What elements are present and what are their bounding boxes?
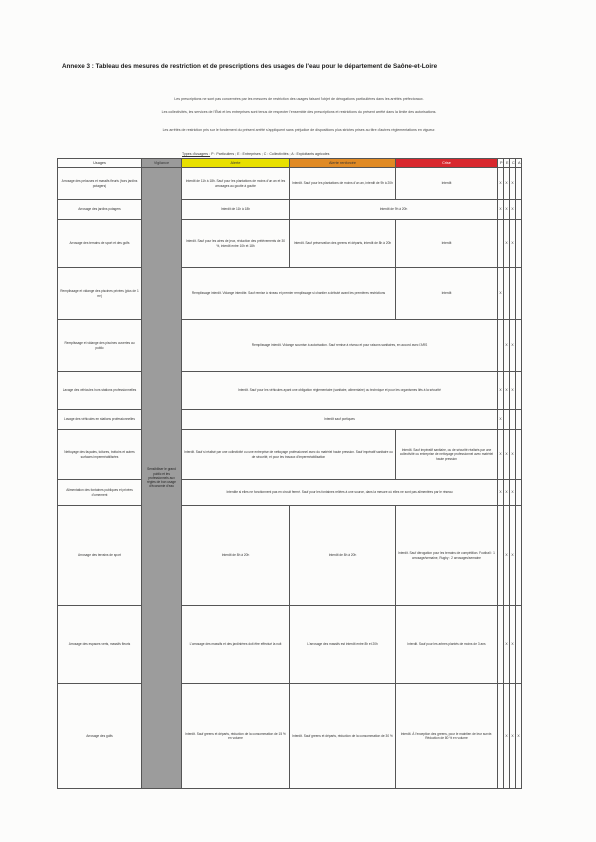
mark-e: X	[504, 320, 510, 372]
legend-label: Types d'usagers :	[182, 152, 211, 156]
mark-e: X	[504, 430, 510, 480]
table-row	[58, 168, 522, 200]
header-usage: Usages	[58, 159, 142, 168]
usage-cell: Lavage des véhicules en stations professionnelles	[58, 410, 142, 430]
legend	[182, 152, 482, 156]
mark-e: X	[504, 168, 510, 200]
alerte-cell: Interdit de 11h à 18h	[182, 200, 290, 220]
table-row	[58, 410, 522, 430]
mark-e: X	[504, 372, 510, 410]
renforcee-cell: Interdit. Sauf pour les plantations de moins d'un an, interdit de 9h à 20h	[290, 168, 396, 200]
mark-a	[516, 320, 522, 372]
mark-p: X	[498, 430, 504, 480]
usage-cell: Remplissage et vidange des piscines ouvertes au public	[58, 320, 142, 372]
table-row	[58, 320, 522, 372]
header-alerte-renforcee: Alerte renforcée	[290, 159, 396, 168]
mark-c: X	[510, 372, 516, 410]
alerte-cell: Interdit. Sauf greens et départs, réduction de la consommation de 15 % en volume	[182, 684, 290, 789]
table-row	[58, 372, 522, 410]
mark-c: X	[510, 606, 516, 684]
mark-c: X	[510, 200, 516, 220]
all-levels-cell: Interdit. Sauf pour les véhicules ayant une obligation réglementaire (sanitaire, alimentaire) ou technique et pour les organismes liés à la sécurité	[182, 372, 498, 410]
crise-cell: Interdit. Sauf impératif sanitaire, ou de sécurité réalisés par une collectivité ou entreprise de nettoyage professionnel avec matériel haute pression	[396, 430, 498, 480]
crise-cell: Interdit	[396, 220, 498, 268]
usage-cell: Arrosage des pelouses et massifs fleuris (hors jardins potagers)	[58, 168, 142, 200]
header-c: C	[510, 159, 516, 168]
alerte-cell: Interdit de 8h à 20h	[182, 506, 290, 606]
renforcee-cell: L'arrosage des massifs est interdit entre 8h et 20h	[290, 606, 396, 684]
all-levels-cell: Interdit sauf portiques	[182, 410, 498, 430]
mark-p: X	[498, 480, 504, 506]
usage-cell: Arrosage des jardins potagers	[58, 200, 142, 220]
mark-e: X	[504, 480, 510, 506]
alerte-renforcee-cell: Interdit. Sauf si réalisé par une collectivité ou une entreprise de nettoyage professionnel avec du matériel haute pression. Sauf impératif sanitaire ou de sécurité, et pour les travaux d'imperméabilisation	[182, 430, 396, 480]
mark-c: X	[510, 684, 516, 789]
mark-p: X	[498, 268, 504, 320]
mark-a	[516, 410, 522, 430]
table-row	[58, 684, 522, 789]
table-header	[58, 159, 522, 168]
header-alerte: Alerte	[182, 159, 290, 168]
crise-cell: Interdit	[396, 268, 498, 320]
alerte-cell: Interdit de 11h à 18h. Sauf pour les plantations de moins d'un an et les arrosages au goutte à goutte	[182, 168, 290, 200]
all-levels-cell: Interdite si elles ne fonctionnent pas en circuit fermé. Sauf pour les fontaines reliées à une source, dans la mesure où elles ne sont pas alimentées par le réseau	[182, 480, 498, 506]
mark-c: X	[510, 220, 516, 268]
mark-p: X	[498, 168, 504, 200]
alerte-cell: Interdit. Sauf pour les aires de jeux, réduction des prélèvements de 30 %, interdit entre 10h et 18h	[182, 220, 290, 268]
table-row	[58, 200, 522, 220]
table-row	[58, 480, 522, 506]
mark-e: X	[504, 606, 510, 684]
crise-cell: Interdit. À l'exception des greens, pour le maintien de leur survie. Réduction de 80 % en volume	[396, 684, 498, 789]
mark-a	[516, 220, 522, 268]
header-e: E	[504, 159, 510, 168]
mark-a	[516, 200, 522, 220]
mark-a	[516, 430, 522, 480]
vigilance-cell: Sensibiliser le grand public et les professionnels aux règles de bon usage d'économie d'eau	[142, 168, 182, 789]
usage-cell: Arrosage des terrains de sport et des golfs	[58, 220, 142, 268]
renforcee-crise-cell: Interdit de 9h à 20h	[290, 200, 498, 220]
note-2: Les collectivités, les services de l'État et les entreprises sont tenus de respecter l'ensemble des prescriptions et restrictions du présent arrêté dans la limite des autorisations.	[161, 110, 437, 114]
usage-cell: Alimentation des fontaines publiques et privées d'ornement	[58, 480, 142, 506]
mark-a	[516, 372, 522, 410]
crise-cell: Interdit. Sauf dérogation pour les terrains de compétition. Football : 1 arrosage/semaine, Rugby : 2 arrosages/semaine	[396, 506, 498, 606]
table-row	[58, 606, 522, 684]
mark-a	[516, 480, 522, 506]
mark-c: X	[510, 480, 516, 506]
usage-cell: Arrosage des golfs	[58, 684, 142, 789]
mark-a	[516, 168, 522, 200]
usage-cell: Nettoyage des façades, toitures, trottoirs et autres surfaces imperméabilisées	[58, 430, 142, 480]
usage-cell: Lavage des véhicules hors stations professionnelles	[58, 372, 142, 410]
all-levels-cell: Remplissage interdit. Vidange soumise à autorisation. Sauf remise à niveau et pour raisons sanitaires, en accord avec l'ARS	[182, 320, 498, 372]
usage-cell: Arrosage des espaces verts, massifs fleuris	[58, 606, 142, 684]
mark-a	[516, 506, 522, 606]
page-title: Annexe 3 : Tableau des mesures de restriction et de prescriptions des usages de l'eau pour le département de Saône-et-Loire	[62, 63, 438, 70]
mark-a	[516, 606, 522, 684]
mark-c: X	[510, 430, 516, 480]
mark-a: X	[516, 684, 522, 789]
header-crise: Crise	[396, 159, 498, 168]
note-3: Les arrêtés de restriction pris sur le fondement du présent arrêté s'appliquent sans préjudice de dispositions plus strictes prises au titre d'autres réglementations en vigueur.	[162, 128, 436, 132]
header-a: A	[516, 159, 522, 168]
renforcee-cell: Interdit. Sauf greens et départs, réduction de la consommation de 30 %	[290, 684, 396, 789]
renforcee-cell: Interdit. Sauf préservation des greens et départs, interdit de 8h à 20h	[290, 220, 396, 268]
usage-cell: Arrosage des terrains de sport	[58, 506, 142, 606]
mark-p: X	[498, 372, 504, 410]
header-p: P	[498, 159, 504, 168]
mark-e: X	[504, 506, 510, 606]
alerte-renforcee-cell: Remplissage interdit. Vidange interdite. Sauf remise à niveau et premier remplissage si chantier a débuté avant les premières restrictions	[182, 268, 396, 320]
table-row	[58, 506, 522, 606]
table-row	[58, 220, 522, 268]
table-row	[58, 430, 522, 480]
mark-p: X	[498, 410, 504, 430]
table-row	[58, 268, 522, 320]
crise-cell: Interdit	[396, 168, 498, 200]
usage-cell: Remplissage et vidange des piscines privées (plus de 1 m³)	[58, 268, 142, 320]
mark-p: X	[498, 200, 504, 220]
mark-a	[516, 268, 522, 320]
mark-c: X	[510, 506, 516, 606]
mark-e: X	[504, 220, 510, 268]
alerte-cell: L'arrosage des massifs et des jardinières doit être effectué la nuit	[182, 606, 290, 684]
header-vigilance: Vigilance	[142, 159, 182, 168]
restrictions-table	[57, 158, 522, 789]
note-1: Les prescriptions ne sont pas concernées par les mesures de restriction des usages faisant l'objet de dérogations particulières dans les arrêtés préfectoraux.	[174, 97, 424, 101]
legend-text: P : Particuliers ; E : Entreprises ; C : Collectivités ; A : Exploitants agricoles	[211, 152, 330, 156]
mark-c: X	[510, 168, 516, 200]
mark-c: X	[510, 320, 516, 372]
crise-cell: Interdit. Sauf pour les arbres plantés de moins de 3 ans	[396, 606, 498, 684]
mark-e: X	[504, 200, 510, 220]
mark-e: X	[504, 684, 510, 789]
renforcee-cell: Interdit de 8h à 20h	[290, 506, 396, 606]
